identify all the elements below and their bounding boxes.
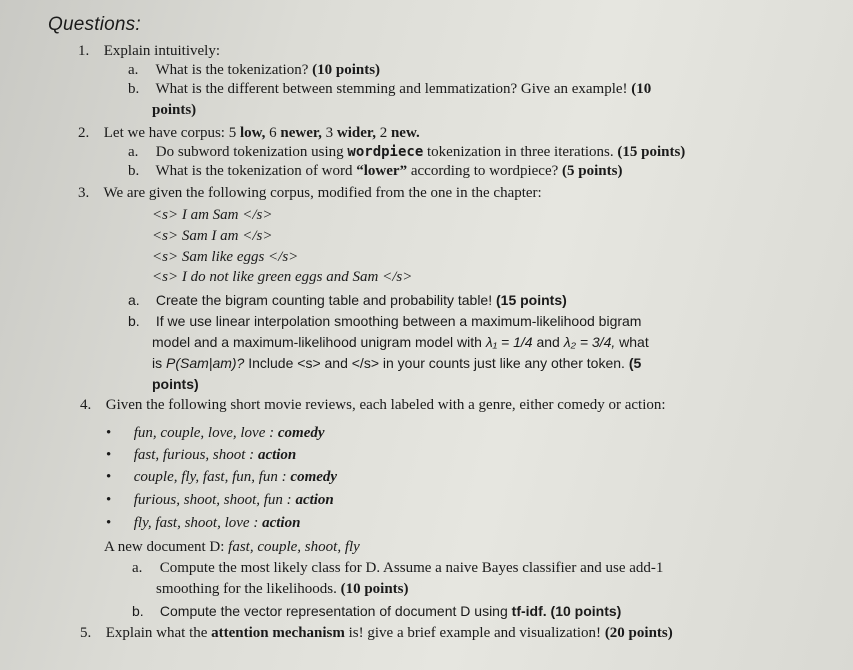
new-document-words: fast, couple, shoot, fly: [228, 539, 360, 555]
review-5: [106, 514, 300, 532]
question-3b: [128, 312, 641, 330]
question-3b-line-3-text: Include <s> and </s> in your counts just like any other token.: [248, 355, 625, 371]
review-5-words: fly, fast, shoot, love :: [133, 515, 259, 531]
question-2b-text-end: according to wordpiece?: [410, 163, 559, 179]
question-3b-line-2: [152, 333, 649, 351]
question-2b-label: b.: [128, 163, 140, 179]
review-1-words: fun, couple, love, love :: [133, 425, 275, 441]
question-2a-text: Do subword tokenization using: [155, 144, 344, 160]
question-5-points: (20 points): [604, 625, 673, 641]
question-2a-label: a.: [128, 144, 139, 160]
review-4-label: action: [295, 492, 334, 508]
corpus-sentence-1: <s> I am Sam </s>: [152, 207, 273, 223]
question-2a-keyword: wordpiece: [347, 144, 424, 160]
review-5-label: action: [262, 515, 301, 531]
review-1: [106, 424, 325, 442]
question-3a-points: (15 points): [496, 292, 567, 308]
bullet-icon: •: [106, 492, 112, 508]
question-3a: [128, 291, 567, 309]
review-3: [106, 468, 337, 486]
review-2-label: action: [257, 447, 297, 463]
bullet-icon: •: [106, 447, 112, 463]
question-3b-line-2-text: model and a maximum-likelihood unigram model with: [152, 334, 482, 350]
lambda-1: λ₁ = 1/4: [485, 334, 533, 350]
question-3a-text: Create the bigram counting table and probability table!: [155, 292, 493, 308]
review-2-words: fast, furious, shoot :: [133, 447, 255, 463]
question-2b: [128, 162, 622, 180]
corpus-word-new: new.: [390, 125, 420, 141]
question-4b-keyword: tf-idf.: [511, 603, 547, 619]
corpus-word-low: low,: [239, 125, 266, 141]
probability-expression: P(Sam|am)?: [166, 355, 245, 371]
question-3a-label: a.: [128, 292, 140, 308]
bullet-icon: •: [106, 515, 112, 531]
question-4b-label: b.: [132, 603, 144, 619]
review-4: [106, 491, 334, 509]
question-3b-line-1: If we use linear interpolation smoothing between a maximum-likelihood bigram: [155, 313, 642, 329]
question-1b: [128, 80, 651, 98]
review-3-label: comedy: [290, 469, 338, 485]
question-3b-label: b.: [128, 313, 140, 329]
question-1a: [128, 61, 380, 79]
lambda-2: λ₂ = 3/4,: [563, 334, 616, 350]
question-3-number: 3.: [78, 185, 90, 201]
question-4a: [132, 559, 663, 577]
question-1-number: 1.: [78, 43, 90, 59]
question-4a-line-2-text: smoothing for the likelihoods.: [156, 581, 337, 597]
question-2-text: Let we have corpus: 5: [103, 125, 237, 141]
question-3-text: We are given the following corpus, modified from the one in the chapter:: [103, 185, 542, 201]
question-2a-points: (15 points): [617, 144, 686, 160]
corpus-word-wider: wider,: [336, 125, 376, 141]
question-3b-line-2-end: what: [619, 334, 649, 350]
question-4b: [132, 602, 621, 620]
question-5-text-end: is! give a brief example and visualization!: [348, 625, 602, 641]
question-2-number: 2.: [78, 125, 90, 141]
question-4: [80, 396, 666, 414]
bullet-icon: •: [106, 425, 112, 441]
question-5-number: 5.: [80, 625, 92, 641]
question-4b-points: (10 points): [550, 603, 622, 619]
question-1: [78, 42, 220, 60]
corpus-sep: 6: [265, 125, 281, 141]
question-5-text: Explain what the: [105, 625, 208, 641]
question-1-text: Explain intuitively:: [103, 43, 220, 59]
question-2b-text: What is the tokenization of word: [155, 163, 353, 179]
question-1a-label: a.: [128, 62, 139, 78]
question-1b-label: b.: [128, 81, 140, 97]
question-4a-line-2: [156, 580, 409, 598]
question-5-keyword: attention mechanism: [211, 625, 345, 641]
review-4-words: furious, shoot, shoot, fun :: [133, 492, 292, 508]
question-4b-text: Compute the vector representation of document D using: [159, 603, 508, 619]
question-4a-points: (10 points): [340, 581, 409, 597]
question-1a-text: What is the tokenization?: [155, 62, 309, 78]
question-1b-points-end: points): [152, 102, 197, 118]
review-1-label: comedy: [277, 425, 325, 441]
question-3b-and: and: [536, 334, 560, 350]
question-1b-text: What is the different between stemming and lemmatization? Give an example!: [155, 81, 628, 97]
question-3: [78, 184, 542, 202]
corpus-word-newer: newer,: [280, 125, 322, 141]
bullet-icon: •: [106, 469, 112, 485]
review-3-words: couple, fly, fast, fun, fun :: [133, 469, 287, 485]
question-3b-is: is: [152, 355, 163, 371]
question-4-number: 4.: [80, 397, 92, 413]
question-3b-line-3: [152, 354, 641, 372]
question-2b-keyword: “lower”: [356, 163, 408, 179]
corpus-sep: 3: [321, 125, 337, 141]
question-2a: [128, 143, 685, 161]
corpus-sentence-4: <s> I do not like green eggs and Sam </s>: [152, 269, 413, 285]
question-5: [80, 624, 673, 642]
question-3b-points-start: (5: [628, 355, 642, 371]
question-2b-points: (5 points): [562, 163, 623, 179]
question-1b-points-start: (10: [631, 81, 652, 97]
new-document-label: A new document D:: [104, 539, 225, 555]
new-document: [104, 538, 360, 556]
corpus-sep: 2: [375, 125, 391, 141]
corpus-sentence-2: <s> Sam I am </s>: [152, 228, 273, 244]
question-4a-label: a.: [132, 560, 143, 576]
page-title: Questions:: [48, 14, 141, 35]
question-4a-line-1: Compute the most likely class for D. Assume a naive Bayes classifier and use add-1: [159, 560, 664, 576]
question-1a-points: (10 points): [312, 62, 381, 78]
question-2: [78, 124, 420, 142]
corpus-sentence-3: <s> Sam like eggs </s>: [152, 249, 299, 265]
question-4-text: Given the following short movie reviews, each labeled with a genre, either comedy or action:: [105, 397, 666, 413]
review-2: [106, 446, 296, 464]
question-2a-text-end: tokenization in three iterations.: [427, 144, 614, 160]
question-3b-points-end: points): [152, 376, 199, 392]
